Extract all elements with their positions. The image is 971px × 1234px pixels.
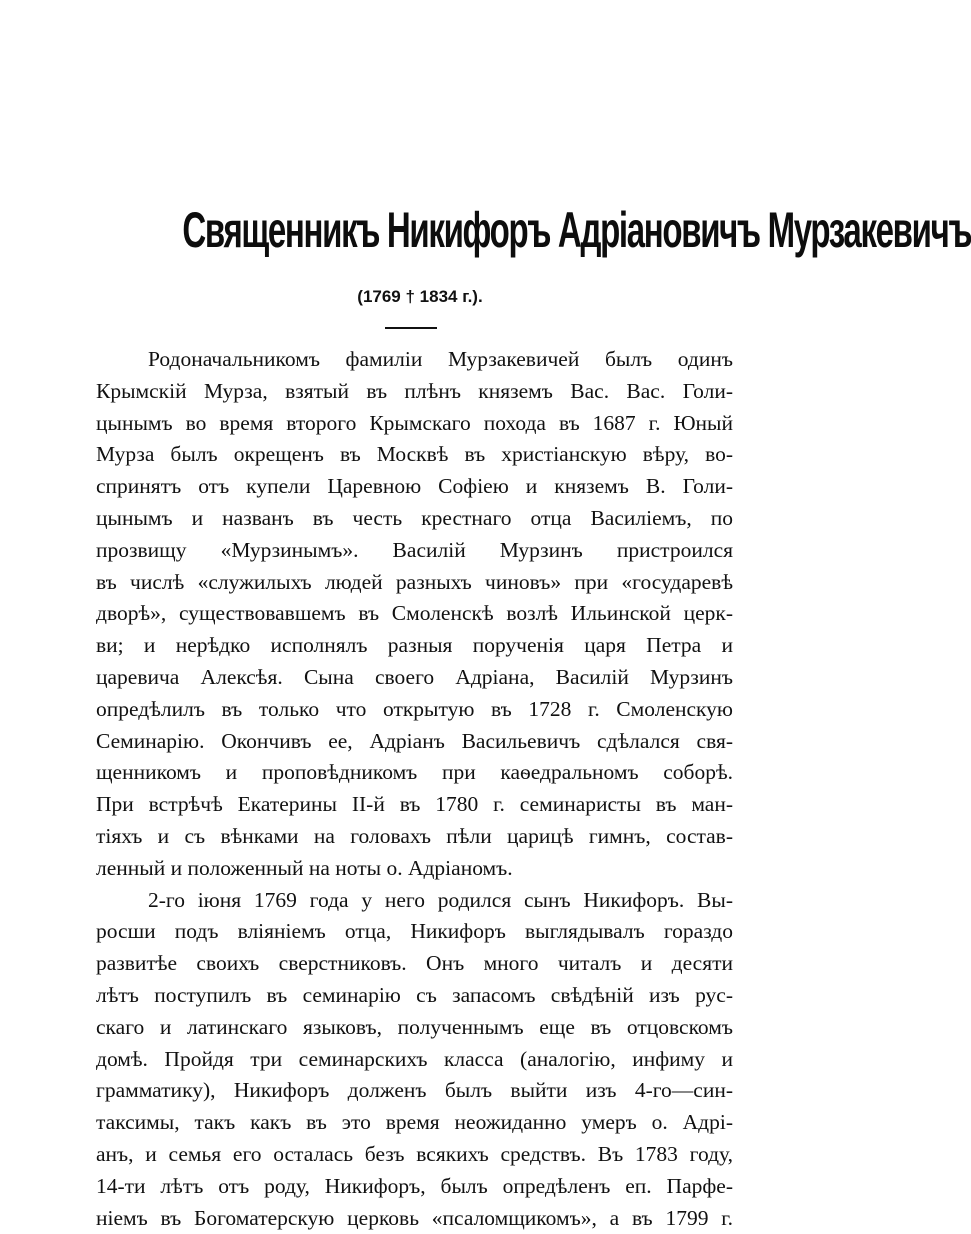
text-line: развитѣе своихъ сверстниковъ. Онъ много читалъ и десяти — [96, 951, 733, 976]
text-line: спринятъ отъ купели Царевною Софіею и княземъ В. Голи- — [96, 474, 733, 499]
text-line: Семинарію. Окончивъ ее, Адріанъ Васильевичъ сдѣлался свя- — [96, 728, 733, 753]
text-line: Крымскій Мурза, взятый въ плѣнъ княземъ Вас. Вас. Голи- — [96, 378, 733, 403]
text-line: 14-ти лѣтъ отъ роду, Никифоръ, былъ опредѣленъ еп. Парфе- — [96, 1173, 733, 1198]
text-line: прозвищу «Мурзинымъ». Василій Мурзинъ пристроился — [96, 537, 733, 562]
text-line: опредѣлилъ въ только что открытую въ 1728 г. Смоленскую — [96, 696, 733, 721]
text-line: цынымъ во время второго Крымскаго похода въ 1687 г. Юный — [96, 410, 733, 435]
text-line: щенникомъ и проповѣдникомъ при каѳедральномъ соборѣ. — [96, 760, 733, 785]
life-dates: (1769 † 1834 г.). — [357, 287, 483, 306]
text-line: 2-го іюня 1769 года у него родился сынъ Никифоръ. Вы- — [148, 887, 733, 912]
chapter-title: Священникъ Никифоръ Адріановичъ Мурзакевичъ — [182, 202, 971, 258]
text-line: ніемъ въ Богоматерскую церковь «псаломщикомъ», а въ 1799 г. — [96, 1205, 733, 1230]
text-line: тіяхъ и съ вѣнками на головахъ пѣли царицѣ гимнъ, состав- — [96, 823, 733, 848]
text-line: Родоначальникомъ фамиліи Мурзакевичей былъ одинъ — [148, 347, 733, 371]
text-line: лѣтъ поступилъ въ семинарію съ запасомъ свѣдѣній изъ рус- — [96, 982, 733, 1007]
text-line: цынымъ и названъ въ честь крестнаго отца Василіемъ, по — [96, 505, 733, 530]
text-line: анъ, и семья его осталась безъ всякихъ средствъ. Въ 1783 году, — [96, 1141, 733, 1166]
text-line: въ числѣ «служилыхъ людей разныхъ чиновъ» при «государевѣ — [96, 569, 733, 594]
text-line: домѣ. Пройдя три семинарскихъ класса (аналогію, инфиму и — [96, 1046, 733, 1071]
text-line: грамматику), Никифоръ долженъ былъ выйти изъ 4-го—син- — [96, 1078, 733, 1103]
text-line: Мурза былъ окрещенъ въ Москвѣ въ христіанскую вѣру, во- — [96, 442, 733, 467]
text-line: ви; и нерѣдко исполнялъ разныя порученія царя Петра и — [96, 633, 733, 658]
text-line: росши подъ вліяніемъ отца, Никифоръ выглядывалъ гораздо — [96, 919, 733, 944]
text-line: скаго и латинскаго языковъ, полученнымъ еще въ отцовскомъ — [96, 1014, 733, 1039]
text-line: таксимы, такъ какъ въ это время неожиданно умеръ о. Адрі- — [96, 1110, 733, 1135]
text-line: царевича Алексѣя. Сына своего Адріана, Василій Мурзинъ — [96, 664, 733, 689]
body-text — [96, 344, 733, 1234]
text-line: При встрѣчѣ Екатерины II-й въ 1780 г. семинаристы въ ман- — [96, 792, 733, 817]
title-divider — [385, 327, 437, 329]
text-line: дворѣ», существовавшемъ въ Смоленскѣ возлѣ Ильинской церк- — [96, 601, 733, 626]
text-line: ленный и положенный на ноты о. Адріаномъ. — [96, 855, 513, 880]
